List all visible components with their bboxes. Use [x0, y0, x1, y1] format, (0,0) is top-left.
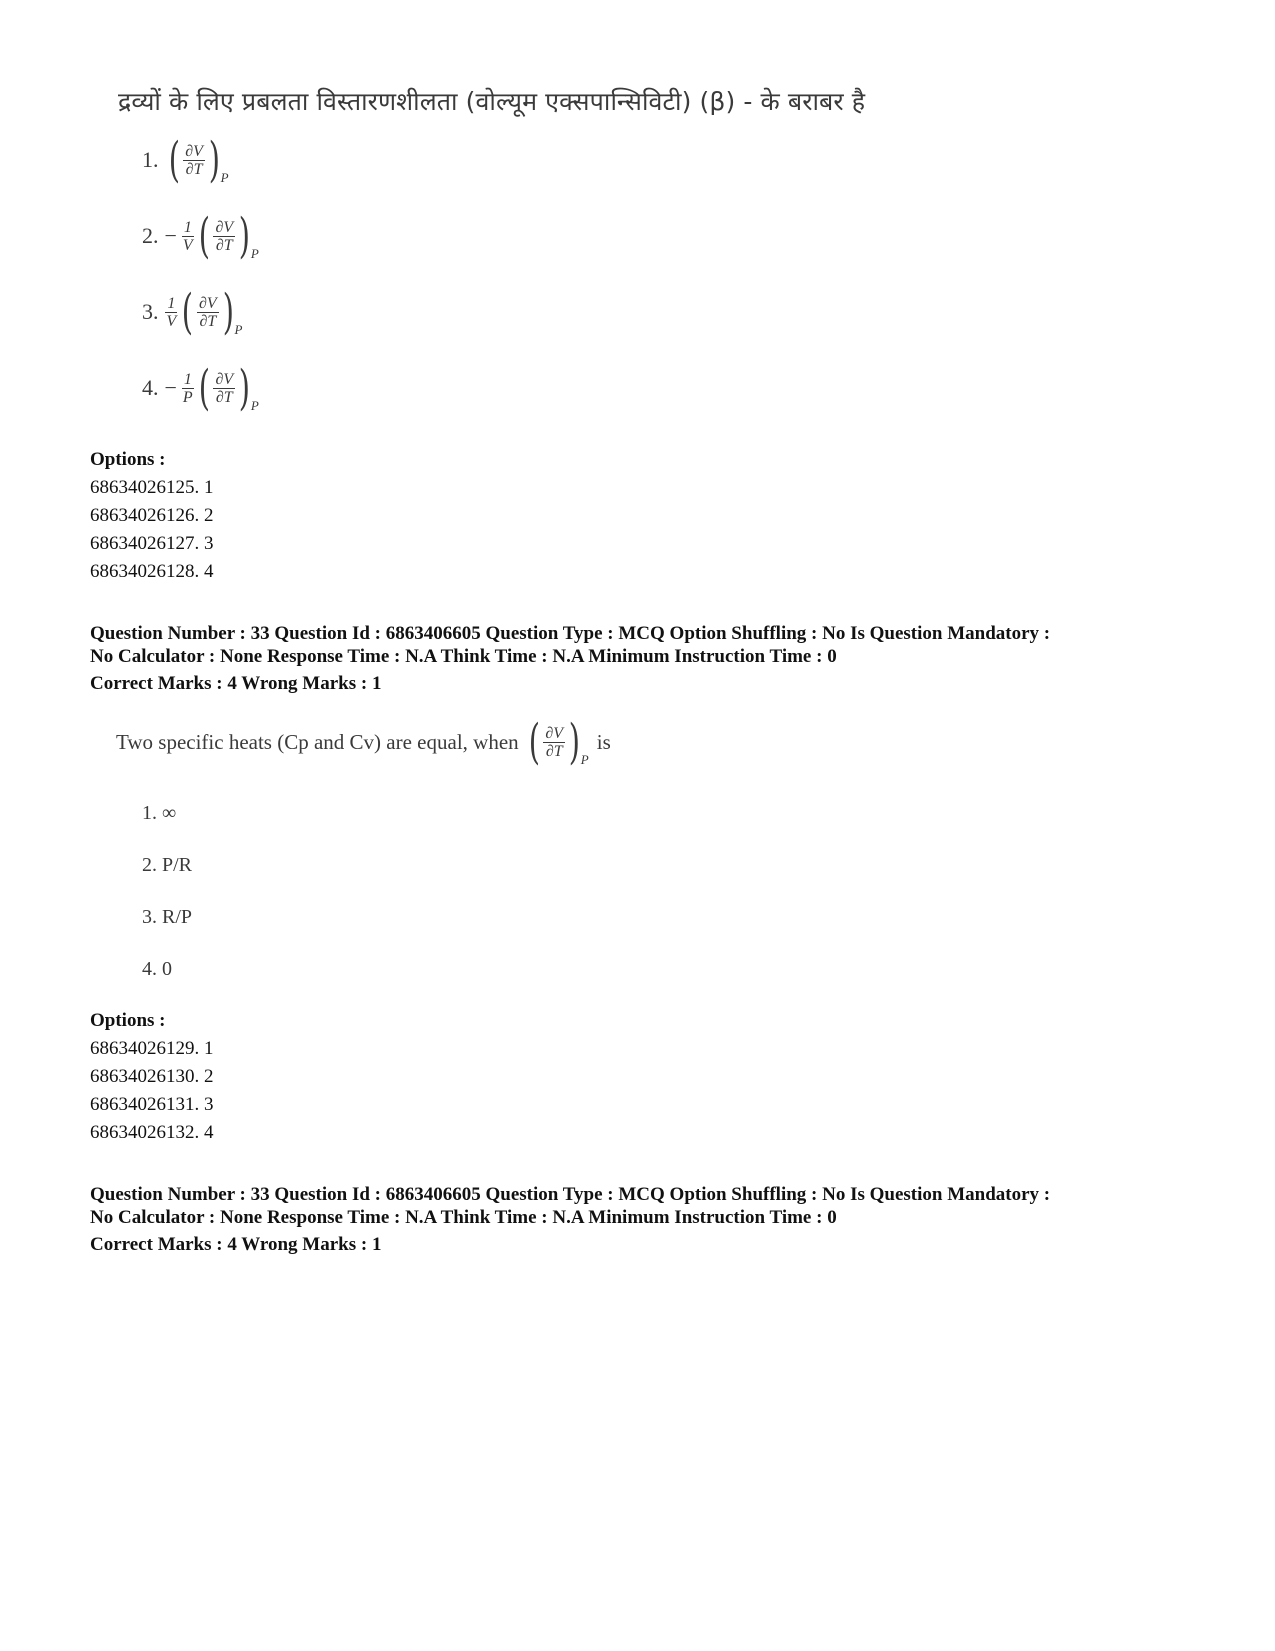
- option-item: 68634026129. 1: [90, 1038, 214, 1059]
- minus-sign: −: [164, 375, 177, 400]
- question-1-stem: द्रव्यों के लिए प्रबलता विस्तारणशीलता (वोल्यूम एक्सपान्सिविटी) (β) - के बराबर है: [118, 87, 866, 116]
- options-label: Options :: [90, 1010, 166, 1031]
- question-2-metadata: [90, 622, 1200, 668]
- partial-derivative: $\frac{\partial V}{\partial T}$: [185, 142, 203, 178]
- option-item: 68634026131. 3: [90, 1094, 214, 1115]
- options-label: Options :: [90, 449, 166, 470]
- choice-number: 2.: [142, 223, 159, 248]
- partial-derivative: $\frac{\partial V}{\partial T}$: [199, 294, 217, 330]
- minus-sign: −: [164, 223, 177, 248]
- question-2-choice-3: 3. R/P: [142, 906, 193, 928]
- option-item: 68634026126. 2: [90, 505, 214, 526]
- metadata-line-1: Question Number : 33 Question Id : 6863406605 Question Type : MCQ Option Shuffling : No Is Question Mandatory :: [90, 1184, 1051, 1205]
- choice-number: 3.: [142, 299, 159, 324]
- option-item: 68634026128. 4: [90, 561, 214, 582]
- question-2-stem: Two specific heats (Cp and Cv) are equal, when ( $\frac{\partial V}{\partial T}$ ) P is: [116, 714, 611, 770]
- stem-text-before: Two specific heats (Cp and Cv) are equal, when: [116, 729, 519, 754]
- option-item: 68634026132. 4: [90, 1122, 214, 1143]
- question-3-marks: Correct Marks : 4 Wrong Marks : 1: [90, 1234, 382, 1255]
- question-2-choice-2: 2. P/R: [142, 854, 193, 876]
- question-1-options: [90, 446, 214, 586]
- coefficient: $\frac{1}{V}$: [166, 294, 177, 330]
- coefficient: $\frac{1}{V}$: [182, 218, 193, 254]
- option-item: 68634026130. 2: [90, 1066, 214, 1087]
- question-1-choice-1: 1. ( $\frac{\partial V}{\partial T}$ ) P: [142, 132, 229, 188]
- option-item: 68634026125. 1: [90, 477, 214, 498]
- partial-derivative: $\frac{\partial V}{\partial T}$: [215, 370, 234, 406]
- stem-text-after: is: [596, 729, 611, 754]
- question-1-choice-4: 4. − $\frac{1}{P}$ ( $\frac{\partial V}{\partial T}$ ) P: [142, 360, 259, 416]
- partial-derivative: $\frac{\partial V}{\partial T}$: [215, 218, 234, 254]
- question-1-choice-2: 2. − $\frac{1}{V}$ ( $\frac{\partial V}{\partial T}$ ) P: [142, 208, 259, 264]
- metadata-line-2: No Calculator : None Response Time : N.A Think Time : N.A Minimum Instruction Time : 0: [90, 646, 837, 667]
- question-2-choice-1: 1. ∞: [142, 802, 177, 824]
- metadata-line-2: No Calculator : None Response Time : N.A Think Time : N.A Minimum Instruction Time : 0: [90, 1207, 837, 1228]
- choice-number: 4.: [142, 375, 159, 400]
- question-2-choice-4: 4. 0: [142, 958, 172, 980]
- option-item: 68634026127. 3: [90, 533, 214, 554]
- choice-number: 1.: [142, 147, 159, 172]
- coefficient: $\frac{1}{P}$: [182, 370, 193, 406]
- question-1-choice-3: 3. $\frac{1}{V}$ ( $\frac{\partial V}{\partial T}$ ) P: [142, 284, 243, 340]
- metadata-line-1: Question Number : 33 Question Id : 6863406605 Question Type : MCQ Option Shuffling : No Is Question Mandatory :: [90, 623, 1051, 644]
- question-2-options: [90, 1007, 214, 1147]
- question-3-metadata: [90, 1183, 1200, 1229]
- partial-derivative: $\frac{\partial V}{\partial T}$: [545, 724, 564, 760]
- question-2-marks: Correct Marks : 4 Wrong Marks : 1: [90, 673, 382, 694]
